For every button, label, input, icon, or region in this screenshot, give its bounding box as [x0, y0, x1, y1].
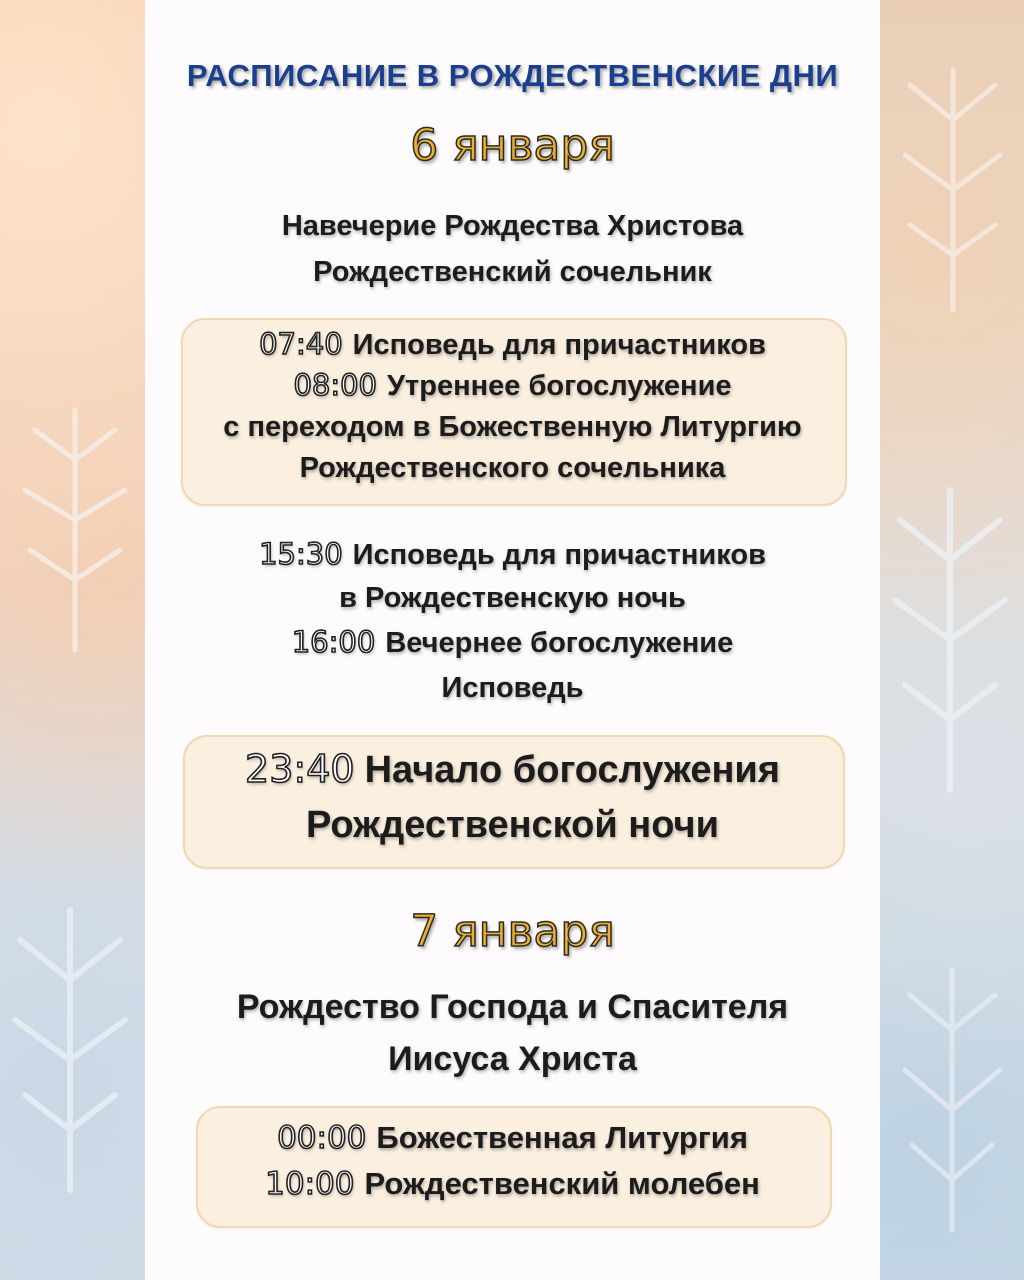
- service-label: Рождественский молебен: [364, 1166, 760, 1201]
- schedule-line: в Рождественскую ночь: [339, 582, 686, 614]
- feast-title: Навечерие Рождества Христова: [281, 210, 744, 242]
- background-right: [880, 0, 1024, 1280]
- schedule-line: Рождественского сочельника: [299, 452, 726, 484]
- schedule-line: [145, 1122, 880, 1154]
- schedule-line: [145, 1168, 880, 1200]
- snowflake-icon: [10, 400, 140, 660]
- service-label: Утреннее богослужение: [387, 370, 732, 402]
- date-heading-day2: 7 января: [410, 906, 615, 957]
- background-left: [0, 0, 145, 1280]
- snowflake-icon: [890, 960, 1015, 1240]
- service-label: Исповедь для причастников: [352, 329, 766, 361]
- schedule-line: [145, 327, 880, 361]
- page-title: РАСПИСАНИЕ В РОЖДЕСТВЕНСКИЕ ДНИ: [186, 58, 839, 93]
- service-label: Начало богослужения: [364, 749, 780, 791]
- service-label: Исповедь для причастников: [352, 539, 766, 571]
- time-label: 07:40: [259, 327, 343, 361]
- time-label: 23:40: [245, 747, 355, 791]
- feast-subtitle: Рождественский сочельник: [313, 256, 712, 288]
- snowflake-icon: [885, 60, 1020, 320]
- date-heading-day1: 6 января: [410, 120, 615, 171]
- snowflake-icon: [0, 900, 140, 1200]
- feast-title: Рождество Господа и Спасителя: [236, 988, 789, 1026]
- service-label: Вечернее богослужение: [385, 627, 734, 659]
- time-label: 10:00: [265, 1166, 355, 1202]
- schedule-line: [145, 625, 880, 659]
- schedule-line: с переходом в Божественную Литургию: [223, 411, 802, 443]
- time-label: 16:00: [291, 625, 376, 659]
- time-label: 08:00: [293, 368, 378, 402]
- time-label: 15:30: [259, 537, 343, 571]
- schedule-panel: [145, 0, 880, 1280]
- feast-subtitle: Иисуса Христа: [388, 1040, 637, 1078]
- schedule-line: Рождественской ночи: [306, 804, 719, 846]
- schedule-line: [145, 537, 880, 571]
- time-label: 00:00: [277, 1120, 367, 1156]
- schedule-line: Исповедь: [441, 672, 584, 704]
- snowflake-icon: [880, 480, 1020, 800]
- service-label: Божественная Литургия: [376, 1120, 748, 1155]
- schedule-line: [145, 368, 880, 402]
- schedule-line: [145, 747, 880, 791]
